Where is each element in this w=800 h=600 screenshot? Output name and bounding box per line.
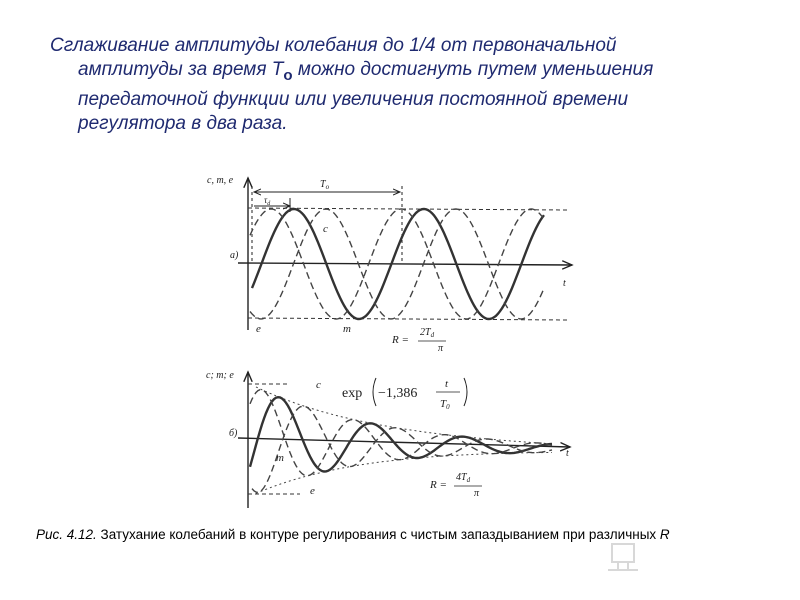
svg-text:R =: R =: [392, 334, 409, 346]
caption-label: Рис. 4.12.: [36, 527, 97, 542]
panel-a-axis-label: c, m, e: [207, 175, 234, 186]
svg-text:exp: exp: [342, 386, 363, 401]
panel-a-formula: [391, 327, 446, 354]
panel-b-axis-label: c; m; e: [206, 370, 234, 381]
panel-b-formula: [429, 472, 482, 499]
svg-text:R =: R =: [430, 479, 447, 491]
panel-b: [206, 370, 570, 508]
panel-a-label-c: c: [323, 223, 328, 235]
panel-b-curve-m: [250, 390, 552, 476]
svg-text:π: π: [438, 343, 444, 354]
heading-line-1: Сглаживание амплитуды колебания до 1/4 от первоначальной: [50, 35, 617, 56]
svg-text:4Td: $4T_d$: [456, 472, 471, 484]
panel-b-label-c: c: [316, 379, 321, 391]
panel-b-label-e: e: [310, 485, 315, 497]
heading-subscript: o: [283, 67, 293, 84]
heading-line-4: регулятора в два раза.: [78, 113, 288, 134]
heading-line-2-before: амплитуды за время T: [78, 59, 284, 80]
svg-text:π: π: [474, 488, 480, 499]
panel-a-label-m: m: [343, 323, 351, 335]
panel-b-label-m: m: [276, 452, 284, 464]
panel-a-period-label: $T_o$: [320, 179, 330, 191]
heading-line-2-after: можно достигнуть путем уменьшения: [292, 59, 654, 80]
watermark-logo: [606, 540, 756, 576]
panel-b-curve-c: [250, 397, 552, 471]
panel-a-delay-label: $\tau_d$: [264, 195, 271, 207]
panel-a: [207, 175, 572, 354]
panel-b-label-t: t: [566, 448, 569, 459]
svg-text:2Td: $2T_d$: [420, 327, 435, 339]
panel-a-label: a): [230, 250, 239, 261]
svg-text:−1,386: −1,386: [378, 386, 418, 401]
svg-text:T0: T0: [440, 398, 450, 411]
panel-b-label: б): [229, 428, 238, 439]
svg-text:t: t: [445, 378, 449, 390]
caption-variable: R: [659, 527, 670, 542]
heading-line-3: передаточной функции или увеличения постоянной времени: [78, 89, 629, 110]
panel-b-envelope-formula: [342, 378, 467, 411]
caption-text: Затухание колебаний в контуре регулирования с чистым запаздыванием при различных: [96, 527, 660, 542]
panel-a-label-e: e: [256, 323, 261, 335]
panel-a-label-t: t: [563, 278, 566, 289]
